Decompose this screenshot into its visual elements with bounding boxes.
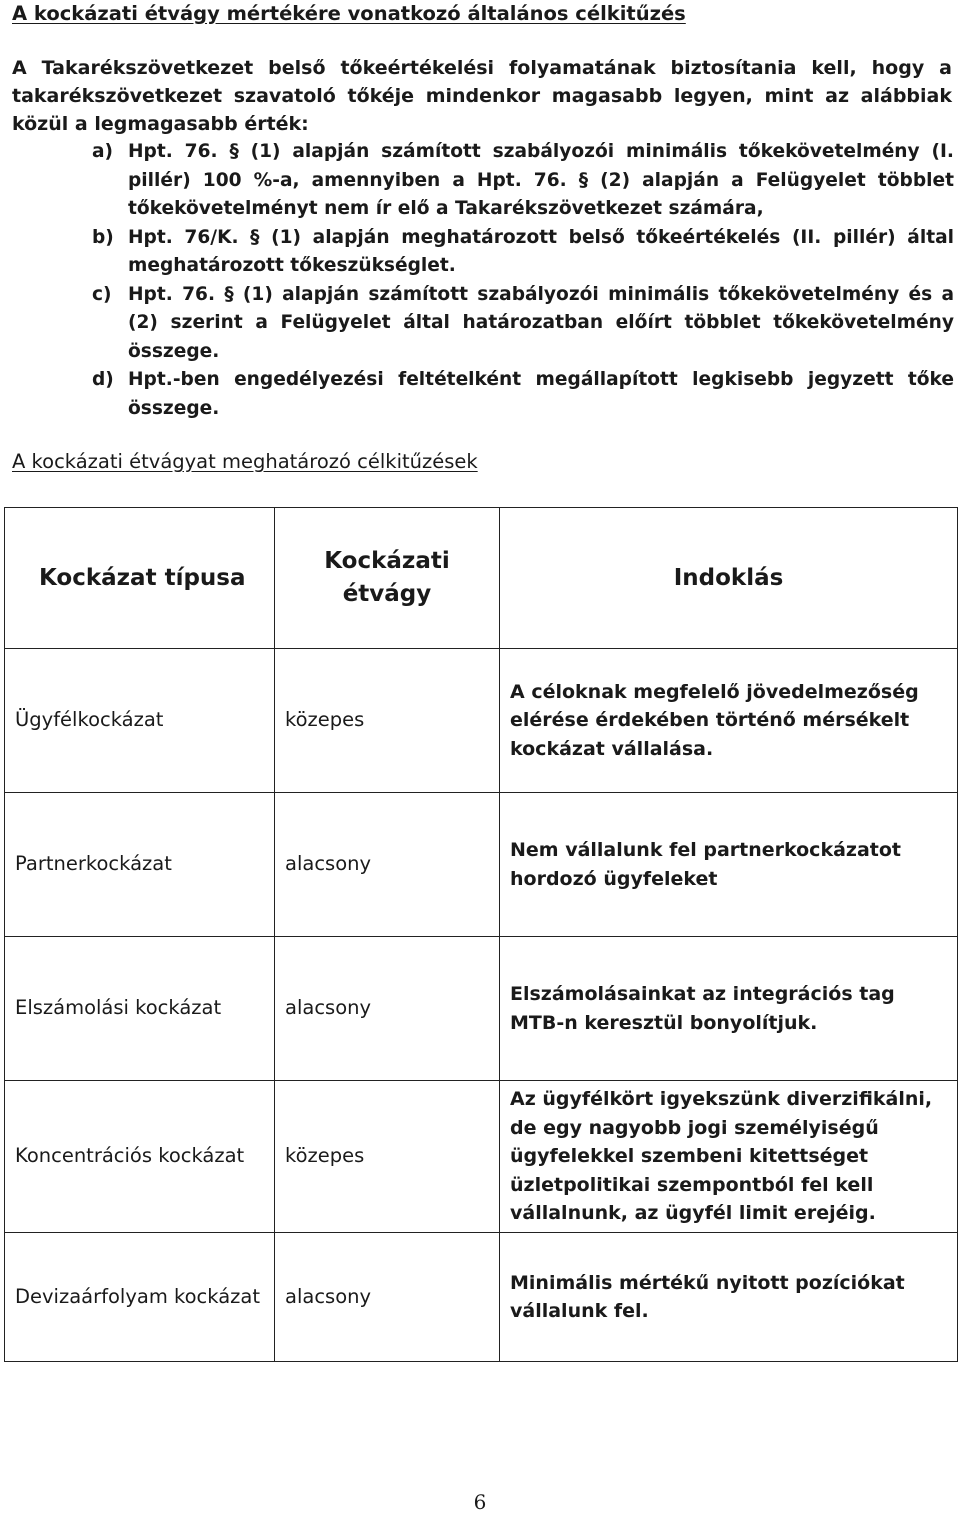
list-item xyxy=(92,138,954,224)
list-item xyxy=(92,366,954,423)
list-marker: a) xyxy=(92,141,114,162)
table-row xyxy=(5,793,958,937)
cell-reason: A céloknak megfelelő jövedelmezőség elérése érdekében történő mérsékelt kockázat vállalása. xyxy=(500,649,958,793)
risk-appetite-table xyxy=(4,507,958,1362)
section-heading-general-objective: A kockázati étvágy mértékére vonatkozó általános célkitűzés xyxy=(12,2,686,25)
cell-risk-appetite: alacsony xyxy=(275,1233,500,1362)
intro-paragraph: A Takarékszövetkezet belső tőkeértékelési folyamatának biztosítania kell, hogy a takarékszövetkezet szavatoló tőkéje mindenkor magasabb legyen, mint az alábbiak közül a legmagasabb érték: xyxy=(12,57,952,135)
cell-risk-appetite: közepes xyxy=(275,1081,500,1233)
cell-risk-type: Koncentrációs kockázat xyxy=(5,1081,275,1233)
cell-reason: Elszámolásainkat az integrációs tag MTB-n keresztül bonyolítjuk. xyxy=(500,937,958,1081)
cell-risk-appetite: közepes xyxy=(275,649,500,793)
list-marker: d) xyxy=(92,369,114,390)
cell-risk-appetite: alacsony xyxy=(275,937,500,1081)
cell-risk-appetite: alacsony xyxy=(275,793,500,937)
table-row xyxy=(5,937,958,1081)
list-item-text: Hpt. 76. § (1) alapján számított szabályozói minimális tőkekövetelmény (I. pillér) 100 %-a, amennyiben a Hpt. 76. § (2) alapján a Felügyelet többlet tőkekövetelményt nem ír elő a Takarékszövetkezet számára, xyxy=(128,141,954,219)
list-item xyxy=(92,224,954,281)
list-marker: b) xyxy=(92,226,114,248)
cell-risk-type: Partnerkockázat xyxy=(5,793,275,937)
requirement-list xyxy=(92,138,954,423)
list-item xyxy=(92,281,954,367)
cell-risk-type: Elszámolási kockázat xyxy=(5,937,275,1081)
list-item-text: Hpt.-ben engedélyezési feltételként megállapított legkisebb jegyzett tőke összege. xyxy=(128,369,954,419)
section-heading-objectives: A kockázati étvágyat meghatározó célkitűzések xyxy=(12,450,478,473)
header-reason: Indoklás xyxy=(500,508,958,649)
cell-risk-type: Devizaárfolyam kockázat xyxy=(5,1233,275,1362)
cell-reason: Minimális mértékű nyitott pozíciókat vállalunk fel. xyxy=(500,1233,958,1362)
cell-reason: Az ügyfélkört igyekszünk diverzifikálni, de egy nagyobb jogi személyiségű ügyfelekkel szembeni kitettséget üzletpolitikai szempontból fel kell vállalnunk, az ügyfél limit erejéig. xyxy=(500,1081,958,1233)
header-risk-appetite: Kockázati étvágy xyxy=(275,508,500,649)
list-item-text: Hpt. 76/K. § (1) alapján meghatározott belső tőkeértékelés (II. pillér) által meghatározott tőkeszükséglet. xyxy=(128,226,954,276)
cell-reason: Nem vállalunk fel partnerkockázatot hordozó ügyfeleket xyxy=(500,793,958,937)
table-header-row xyxy=(5,508,958,649)
page-number: 6 xyxy=(473,1490,487,1514)
list-marker: c) xyxy=(92,283,112,305)
table-row xyxy=(5,649,958,793)
table-row xyxy=(5,1233,958,1362)
header-risk-type: Kockázat típusa xyxy=(5,508,275,649)
cell-risk-type: Ügyfélkockázat xyxy=(5,649,275,793)
list-item-text: Hpt. 76. § (1) alapján számított szabályozói minimális tőkekövetelmény és a (2) szerint a Felügyelet által határozatban előírt többlet tőkekövetelmény összege. xyxy=(128,283,954,362)
table-row xyxy=(5,1081,958,1233)
